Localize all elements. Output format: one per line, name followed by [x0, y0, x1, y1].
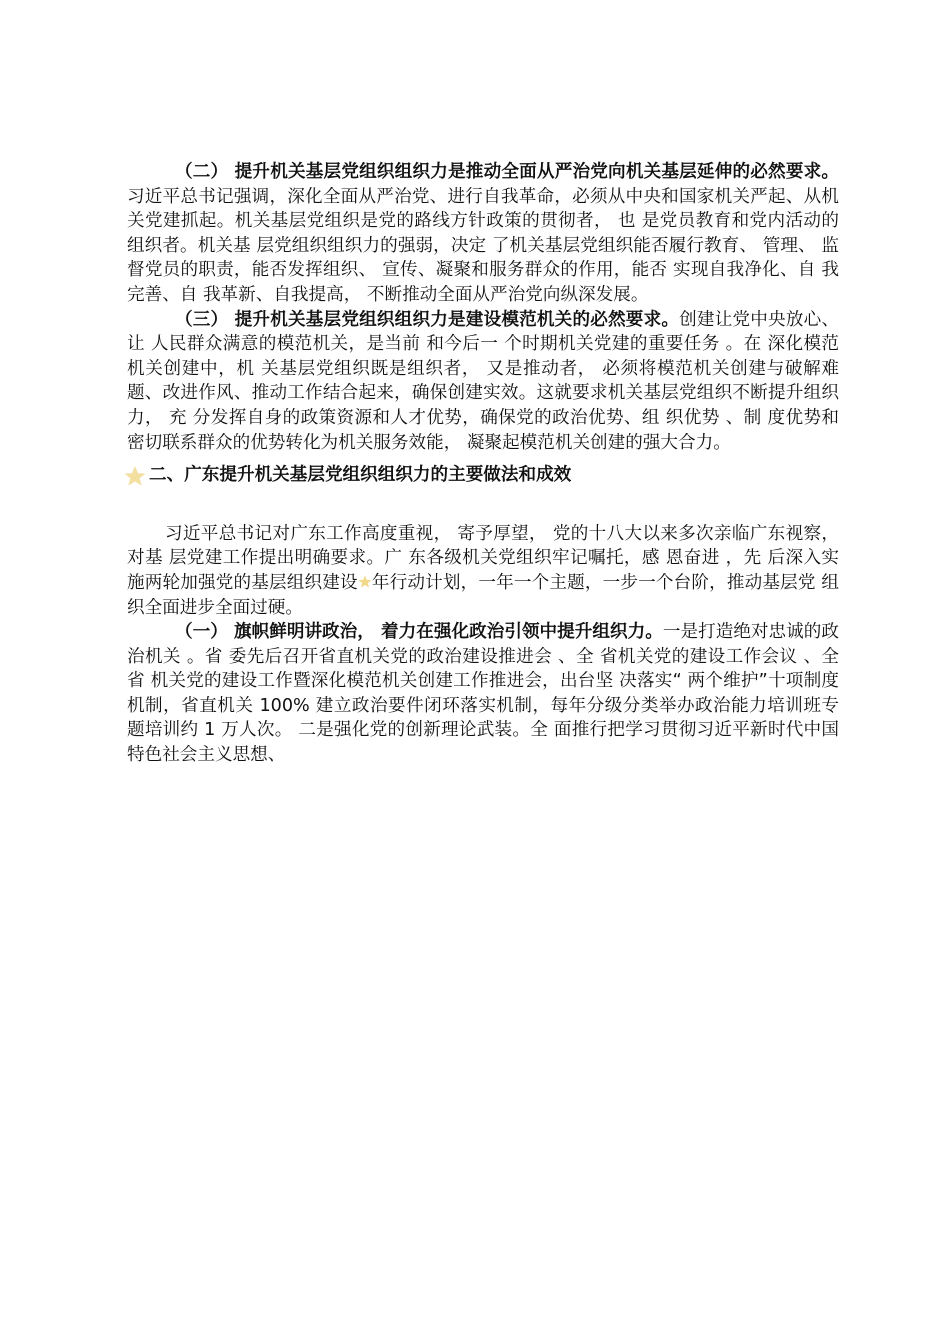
paragraph-point-1 [127, 620, 839, 768]
paragraph-body: 习近平总书记对广东工作高度重视， 寄予厚望， 党的十八大以来多次亲临广东视察， 对基 层党建工作提出明确要求。广 东各级机关党组织牢记嘱托，感 恩奋进 ，先 后深入实施两轮加强党的基层组织建设 [127, 523, 839, 593]
paragraph-section-3 [127, 308, 839, 456]
paragraph-body: 年行动计划，一年一个主题，一步一个台阶，推动基层党 组织全面进步全面过硬。 [127, 572, 839, 618]
paragraph-lead-bold: （一） 旗帜鲜明讲政治， 着力在强化政治引领中提升组织力。 [175, 622, 663, 643]
paragraph-intro [127, 522, 839, 620]
section-heading [127, 463, 839, 488]
document-page [127, 160, 839, 768]
paragraph-lead-bold: （三） 提升机关基层党组织组织力是建设模范机关的必然要求。 [175, 309, 680, 330]
paragraph-body: 习近平总书记强调，深化全面从严治党、进行自我革命，必须从中央和国家机关严起、从机关党建抓起。机关基层党组织是党的路线方针政策的贯彻者， 也 是党员教育和党内活动的组织者。机关基 层党组织组织力的强弱，决定 了机关基层党组织能否履行教育、 管理、 监督党员的职责，能否发挥组织、 宣传、凝聚和服务群众的作用，能否 实现自我净化、自 我完善、自 我革新、自我提高， 不断推动全面从严治党向纵深发展。 [127, 186, 839, 305]
star-icon [358, 575, 372, 589]
paragraph-section-2 [127, 160, 839, 308]
section-heading-text: 二、广东提升机关基层党组织组织力的主要做法和成效 [149, 465, 572, 486]
paragraph-body: 创建让党中央放心、让 人民群众满意的模范机关，是当前 和今后一 个时期机关党建的重要任务 。在 深化模范机关创建中，机 关基层党组织既是组织者， 又是推动者， 必须将模范机关创建与破解难题、改进作风、推动工作结合起来，确保创建实效。这就要求机关基层党组织不断提升组织力， 充 分发挥自身的政策资源和人才优势，确保党的政治优势、组 织优势 、制 度优势和密切联系群众的优势转化为机关服务效能， 凝聚起模范机关创建的强大合力。 [127, 309, 839, 453]
paragraph-lead-bold: （二） 提升机关基层党组织组织力是推动全面从严治党向机关基层延伸的必然要求。 [175, 162, 839, 182]
paragraph-body: 一是打造绝对忠诚的政治机关 。省 委先后召开省直机关党的政治建设推进会 、全 省机关党的建设工作会议 、全省 机关党的建设工作暨深化模范机关创建工作推进会，出台坚 决落实“ 两个维护”十项制度机制，省直机关 100% 建立政治要件闭环落实机制，每年分级分类举办政治能力培训班专题培训约 1 万人次。 二是强化党的创新理论武装。全 面推行把学习贯彻习近平新时代中国特色社会主义思想、 [127, 622, 839, 766]
star-icon [123, 465, 147, 487]
